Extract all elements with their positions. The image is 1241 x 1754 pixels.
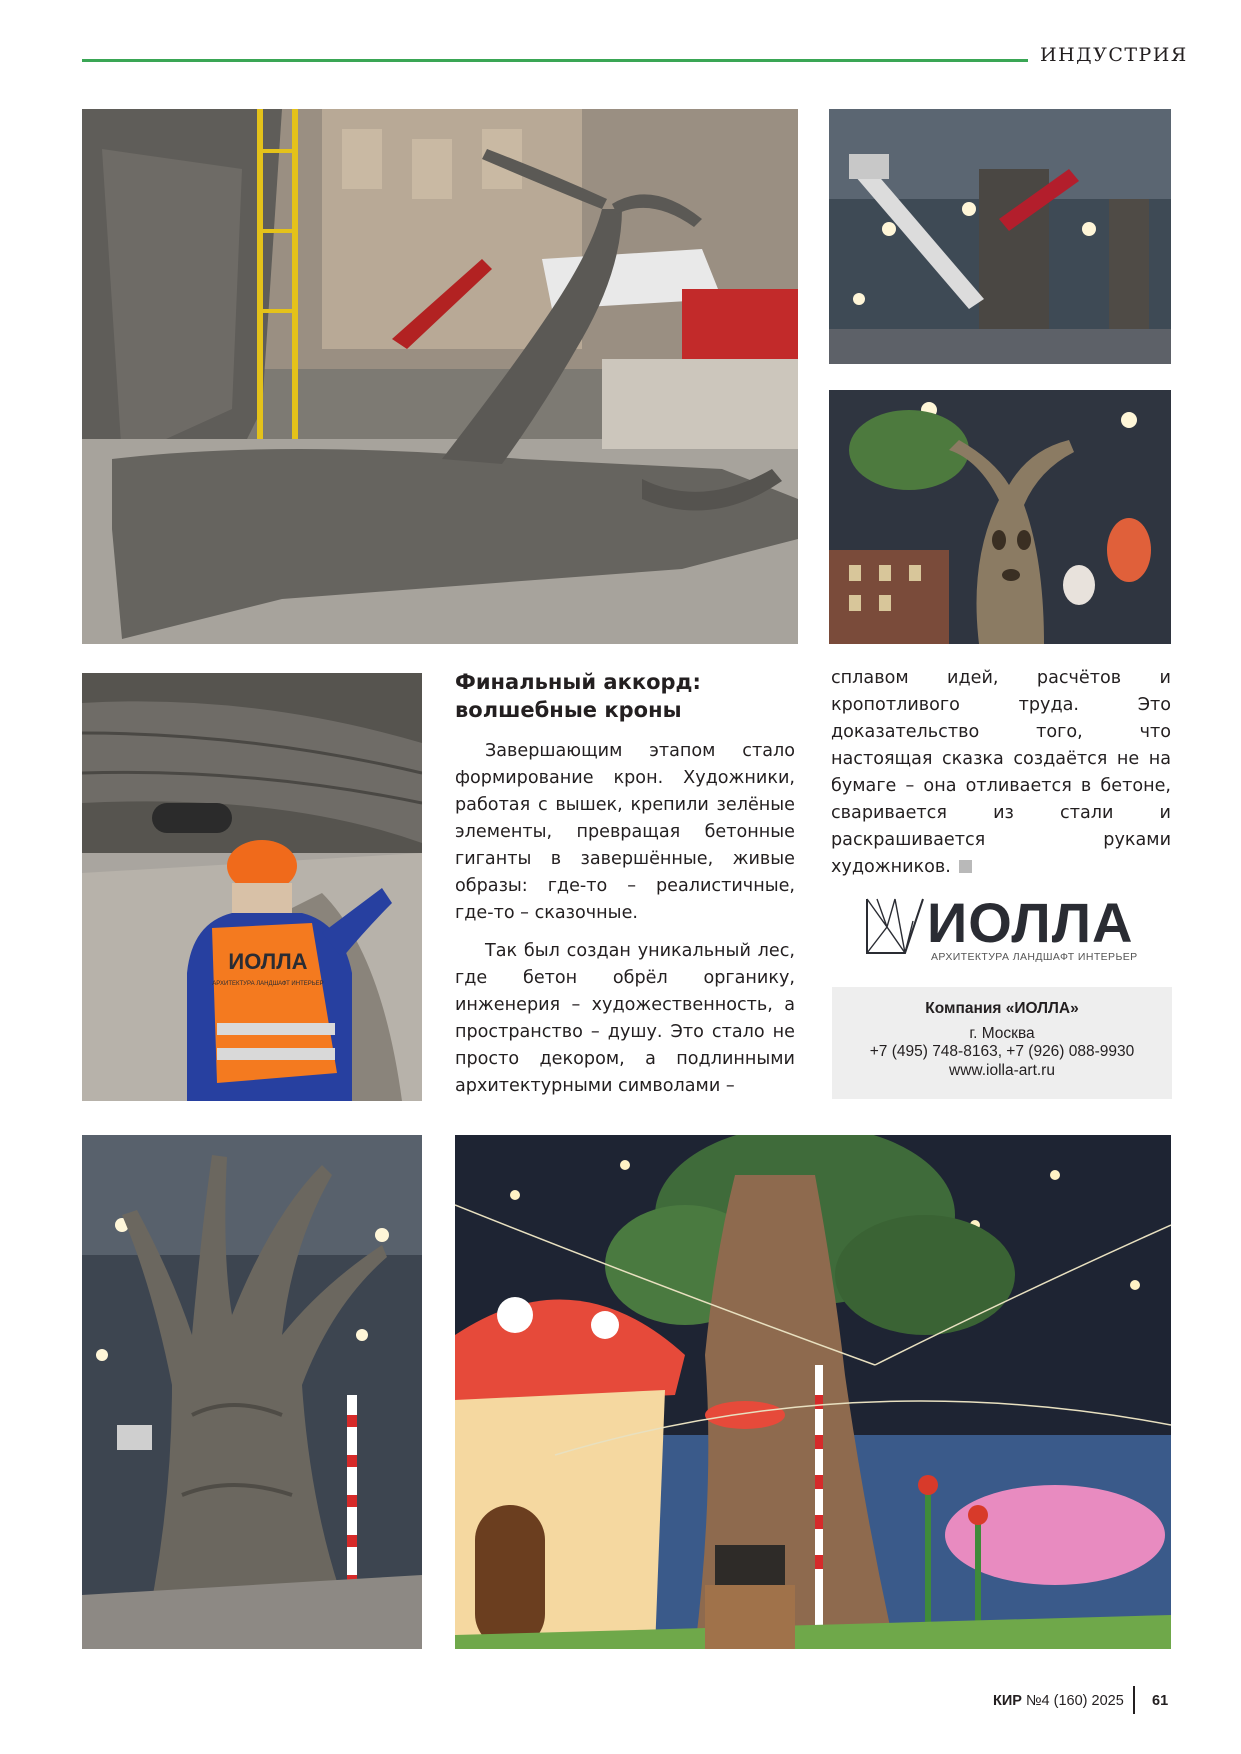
article-paragraph: Так был создан уникальный лес, где бетон обрёл органику, инженерия – художественность, а пространство – душу. Это стало не просто декором, а подлинными архитектурными символами – <box>455 941 795 1096</box>
article-heading <box>455 668 795 724</box>
article-paragraph-end-text: сплавом идей, расчётов и кропотливого труда. Это доказательство того, что настоящая сказка создаётся не на бумаге – она отливается в бетоне, сваривается из стали и раскрашивается руками художников. <box>831 668 1171 877</box>
vest-logo-text: ИОЛЛА <box>228 949 308 974</box>
article-paragraph: Завершающим этапом стало формирование крон. Художники, работая с вышек, крепили зелёные элементы, превращая бетонные гиганты в завершённые, живые образы: где-то – реалистичные, где-то – сказочные. <box>455 741 795 923</box>
article-column-2 <box>831 665 1171 881</box>
contact-box <box>832 987 1172 1099</box>
page-number: 61 <box>1152 1693 1169 1709</box>
footer-magazine <box>993 1693 1124 1709</box>
contact-website[interactable]: www.iolla-art.ru <box>949 1061 1055 1079</box>
footer-magazine-name: КИР <box>993 1693 1022 1709</box>
photo-lift-trunk <box>829 109 1171 364</box>
article-heading-line1: Финальный аккорд: <box>455 670 701 694</box>
vest-logo-tagline: АРХИТЕКТУРА ЛАНДШАФТ ИНТЕРЬЕР <box>212 981 324 987</box>
article-column-1 <box>455 738 795 1100</box>
contact-city: г. Москва <box>969 1024 1035 1042</box>
footer-divider <box>1133 1686 1135 1714</box>
logo-tagline: АРХИТЕКТУРА ЛАНДШАФТ ИНТЕРЬЕР <box>931 951 1138 963</box>
photo-old-tree <box>82 1135 422 1649</box>
photo-worker <box>82 673 422 1101</box>
contact-company: Компания «ИОЛЛА» <box>925 1000 1079 1017</box>
photo-fallen-tree <box>82 109 798 644</box>
company-logo <box>865 891 1151 965</box>
article-heading-line2: волшебные кроны <box>455 698 682 722</box>
end-of-article-square-icon <box>959 860 972 873</box>
article-paragraph-end <box>831 665 1171 881</box>
logo-mark-icon <box>865 897 925 955</box>
photo-mushroom-scene <box>455 1135 1171 1649</box>
photo-face-tree <box>829 390 1171 644</box>
footer-issue: №4 (160) 2025 <box>1025 1693 1124 1709</box>
header-rule <box>82 59 1028 62</box>
logo-name: ИОЛЛА <box>927 891 1134 954</box>
contact-phones: +7 (495) 748-8163, +7 (926) 088-9930 <box>869 1043 1135 1060</box>
section-title: ИНДУСТРИЯ <box>1040 44 1188 66</box>
